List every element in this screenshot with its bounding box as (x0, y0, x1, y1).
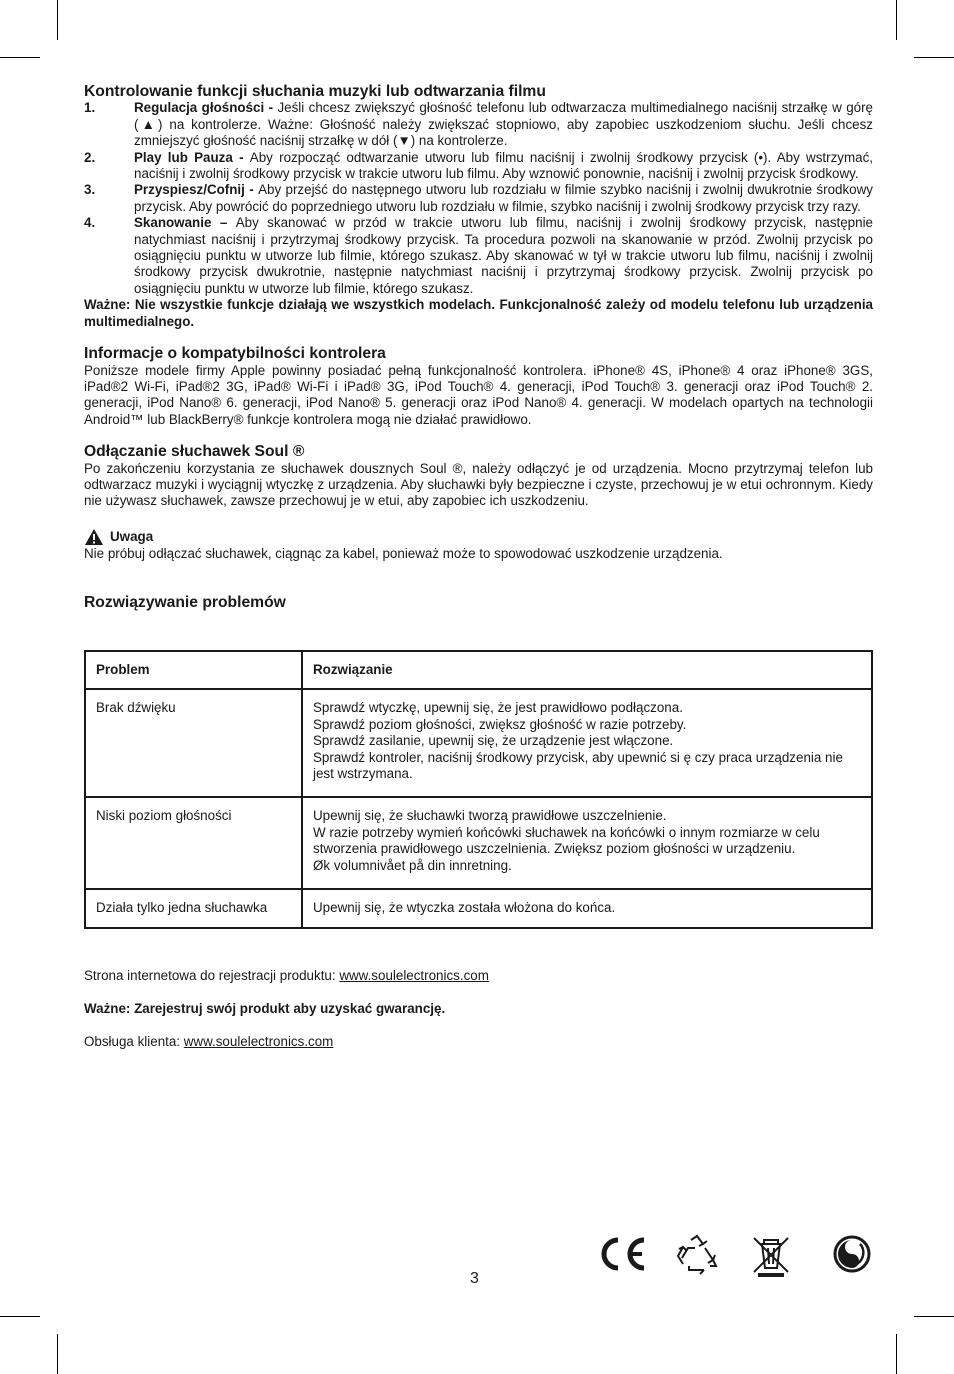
compat-heading: Informacje o kompatybilności kontrolera (84, 345, 386, 363)
crop-mark (57, 1334, 58, 1374)
list-item-text: Aby rozpocząć odtwarzanie utworu lub filmu naciśnij i zwolnij środkowy przycisk (•). Aby wstrzymać, naciśnij i zwolnij środkowy przycisk w trakcie utworu lub filmu. Aby wznowić ponownie, naciśnij i zwolnij przycisk środkowy. (134, 149, 873, 182)
list-item-term: Play lub Pauza (134, 149, 233, 165)
recycle-icon (674, 1234, 720, 1276)
registration-label: Strona internetowa do rejestracji produktu: (84, 968, 340, 983)
crop-mark (896, 1334, 897, 1374)
register-warranty-note: Ważne: Zarejestruj swój produkt aby uzyskać gwarancję. (84, 1001, 446, 1016)
list-item-number: 3. (84, 182, 96, 198)
crop-mark (0, 57, 40, 58)
troubleshooting-heading: Rozwiązywanie problemów (84, 594, 286, 612)
ce-mark-icon (596, 1234, 648, 1274)
controls-list (84, 100, 873, 297)
problem-cell: Działa tylko jedna słuchawka (85, 889, 302, 927)
registration-line (84, 968, 873, 1001)
compatibility-note: Ważne: Nie wszystkie funkcje działają we wszystkich modelach. Funkcjonalność zależy od modelu telefonu lub urządzenia multimedialnego. (84, 297, 873, 329)
compat-paragraph: Poniższe modele firmy Apple powinny posiadać pełną funkcjonalność kontrolera. iPhone® 4S, iPhone® 4 oraz iPhone® 3GS, iPad®2 Wi-Fi, iPad®2 3G, iPad® Wi-Fi i iPad® 3G, iPod Touch® 4. generacji, iPod Touch® 3. generacji oraz iPod Touch® 2. generacji, iPod Nano® 6. generacji, iPod Nano® 5. generacji oraz iPod Nano® 4. generacji. W modelach opartych na technologii Android™ lub BlackBerry® funkcje kontrolera mogą nie działać prawidłowo. (84, 362, 873, 427)
controls-heading: Kontrolowanie funkcji słuchania muzyki lub odtwarzania filmu (84, 83, 546, 100)
list-item-number: 1. (84, 100, 96, 116)
crop-mark (57, 0, 58, 40)
green-dot-icon (832, 1234, 872, 1274)
solution-line: Øk volumnivået på din innretning. (313, 857, 512, 873)
list-item-text: Jeśli chcesz zwiększyć głośność telefonu lub odtwarzacza multimedialnego naciśnij strzałkę w górę (▲) na kontrolerze. Ważne: Głośność należy zwiększać stopniowo, aby zapobiec uszkodzeniom słuchu. Jeśli chcesz zmniejszyć głośność naciśnij strzałkę w dół (▼) na kontrolerze. (134, 100, 873, 149)
solution-line: Sprawdź zasilanie, upewnij się, że urządzenie jest włączone. (313, 733, 674, 749)
list-item-separator: - (244, 182, 259, 198)
solution-cell (302, 889, 872, 927)
list-item-separator: – (211, 215, 236, 231)
list-item-number: 4. (84, 215, 96, 231)
table-row (85, 689, 872, 797)
support-label: Obsługa klienta: (84, 1034, 184, 1049)
solution-cell (302, 797, 872, 889)
warning-heading (84, 528, 873, 546)
table-row (85, 797, 872, 889)
solution-line: Sprawdź poziom głośności, zwiększ głośność w razie potrzeby. (313, 716, 687, 732)
disconnect-paragraph: Po zakończeniu korzystania ze słuchawek dousznych Soul ®, należy odłączyć je od urządzenia. Mocno przytrzymaj telefon lub odtwarzacz muzyki i wyciągnij wtyczkę z urządzenia. Aby słuchawki były bezpieczne i czyste, przechowuj je w etui ochronnym. Kiedy nie używasz słuchawek, zawsze przechowuj je w etui, aby zapobiec ich uszkodzeniu. (84, 460, 873, 509)
list-item-separator: - (264, 100, 278, 116)
column-header-problem: Problem (85, 651, 302, 689)
solution-line: Sprawdź wtyczkę, upewnij się, że jest prawidłowo podłączona. (313, 700, 683, 716)
list-item (84, 100, 873, 149)
solution-line: Upewnij się, że wtyczka została włożona do końca. (313, 900, 616, 916)
list-item-term: Regulacja głośności (134, 100, 265, 116)
crop-mark (896, 0, 897, 40)
list-item-text: Aby skanować w przód w trakcie utworu lub filmu, naciśnij i zwolnij środkowy przycisk, następnie natychmiast naciśnij i przytrzymaj środkowy przycisk. Ta procedura pozwoli na skanowanie w przód. Zwolnij przycisk po osiągnięciu punktu w utworze lub filmie, którego szukasz. Aby skanować w tył w trakcie utworu lub filmu, naciśnij i zwolnij środkowy przycisk dwukrotnie, następnie natychmiast naciśnij i przytrzymaj środkowy przycisk. Zwolnij przycisk po osiągnięciu punktu w utworze lub filmie, którego szukasz. (134, 215, 873, 296)
support-link[interactable]: www.soulelectronics.com (183, 1034, 334, 1049)
solution-line: Sprawdź kontroler, naciśnij środkowy przycisk, aby upewnić si ę czy praca urządzenia nie jest wstrzymana. (313, 749, 843, 782)
disconnect-heading: Odłączanie słuchawek Soul ® (84, 443, 305, 461)
solution-cell (302, 689, 872, 797)
list-item (84, 215, 873, 297)
list-item (84, 150, 873, 183)
solution-line: Upewnij się, że słuchawki tworzą prawidłowe uszczelnienie. (313, 808, 667, 824)
table-row (85, 889, 872, 927)
footer (84, 968, 873, 1067)
crop-mark (914, 57, 954, 58)
column-header-solution: Rozwiązanie (302, 651, 872, 689)
warning-title: Uwaga (110, 528, 154, 544)
table-header-row (85, 651, 872, 689)
solution-line: W razie potrzeby wymień końcówki słuchawek na końcówki o innym rozmiarze w celu stworzenia prawidłowego uszczelnienia. Zwiększ poziom głośności w urządzeniu. (313, 824, 820, 857)
page-content (84, 84, 873, 612)
support-line (84, 1034, 873, 1067)
list-item (84, 182, 873, 215)
certification-icons (596, 1234, 876, 1278)
warning-triangle-icon (84, 528, 104, 546)
list-item-term: Przyspiesz/Cofnij (134, 182, 245, 198)
problem-cell: Niski poziom głośności (85, 797, 302, 889)
list-item-text: Aby przejść do następnego utworu lub rozdziału w filmie szybko naciśnij i zwolnij dwukrotnie środkowy przycisk. Aby powrócić do poprzedniego utworu lub rozdziału w filmie, szybko naciśnij i zwolnij środkowy przycisk trzy razy. (134, 182, 873, 214)
troubleshooting-table (84, 650, 873, 929)
page-number: 3 (470, 1270, 479, 1287)
weee-crossed-bin-icon (750, 1234, 792, 1278)
registration-link[interactable]: www.soulelectronics.com (339, 968, 489, 983)
list-item-number: 2. (84, 149, 96, 165)
problem-cell: Brak dźwięku (85, 689, 302, 797)
warning-paragraph: Nie próbuj odłączać słuchawek, ciągnąc za kabel, ponieważ może to spowodować uszkodzenie urządzenia. (84, 545, 723, 561)
list-item-separator: - (232, 149, 250, 165)
crop-mark (914, 1316, 954, 1317)
list-item-term: Skanowanie (134, 215, 212, 231)
crop-mark (0, 1316, 40, 1317)
